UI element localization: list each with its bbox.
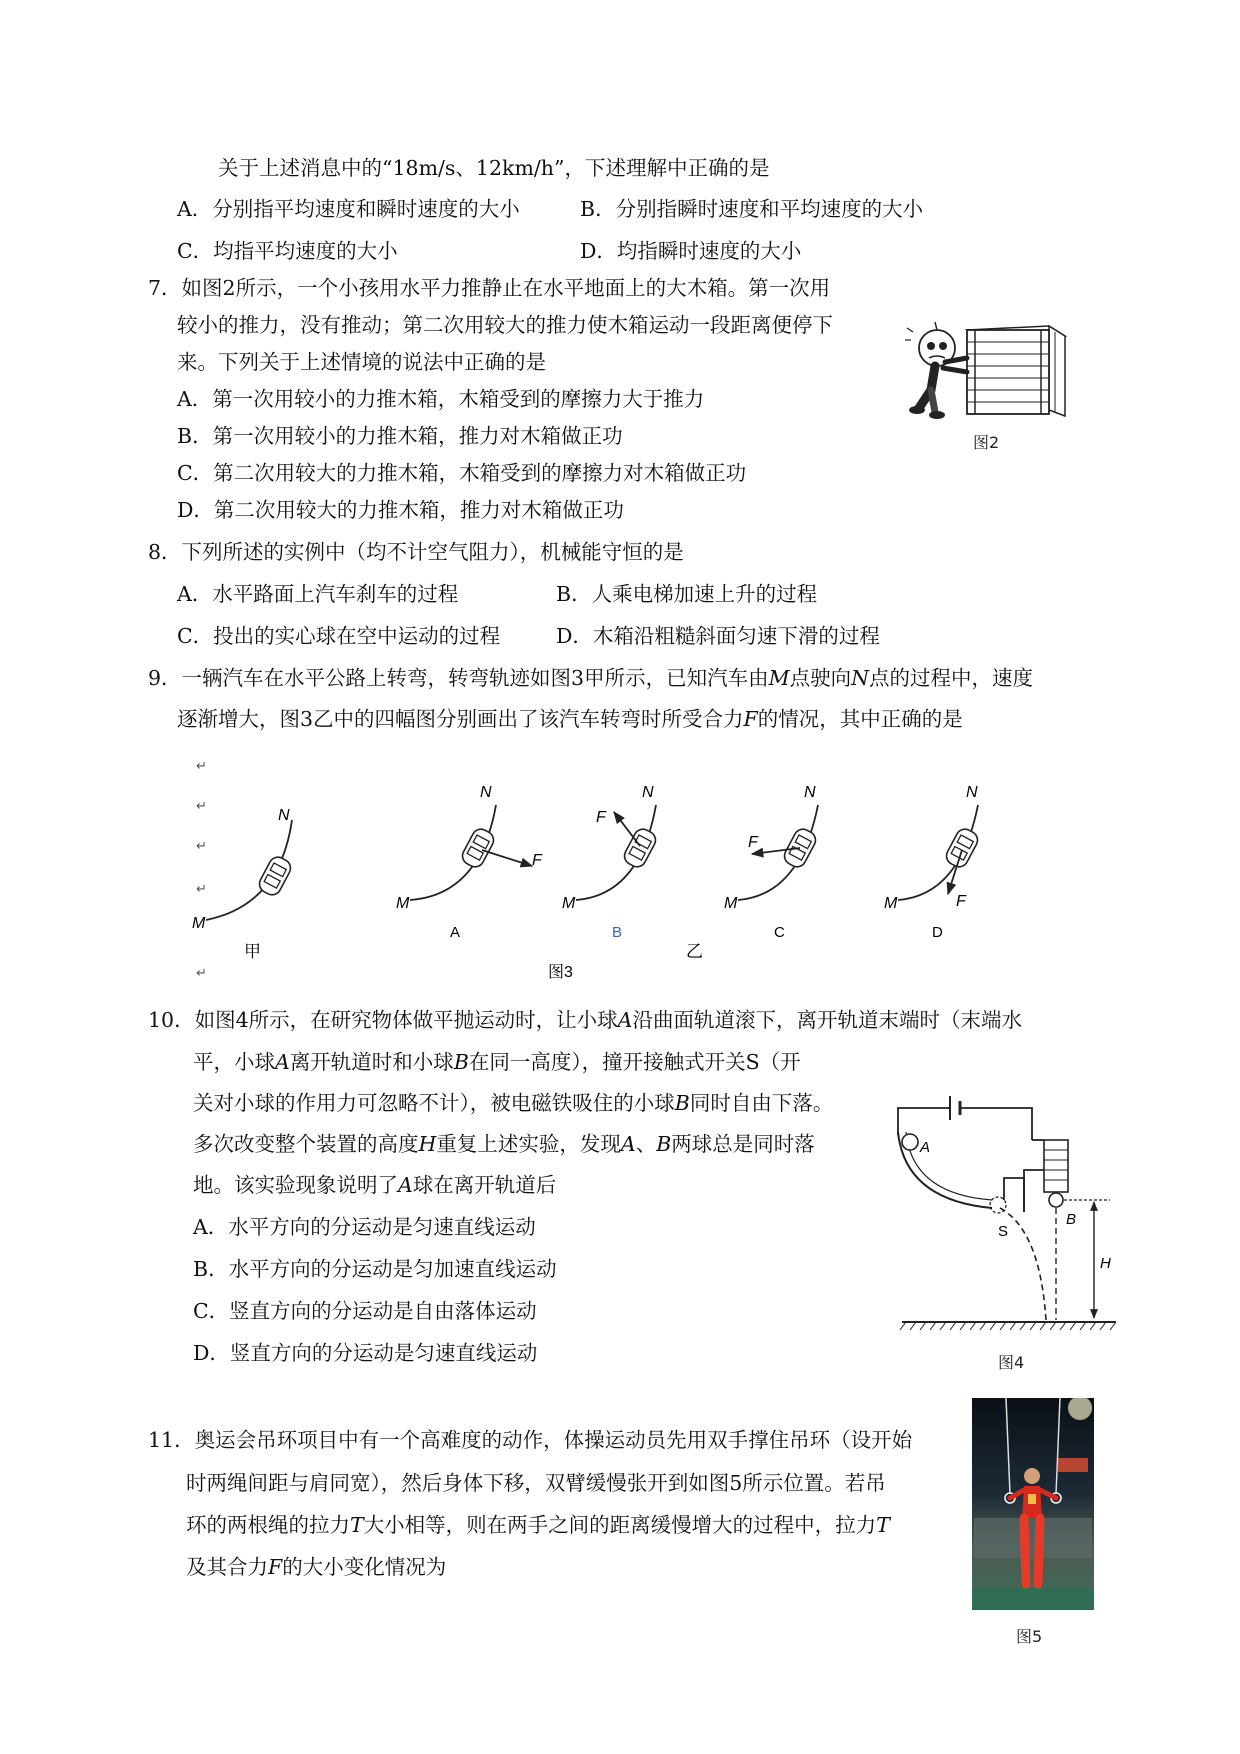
figure-2-caption: 图2 xyxy=(973,433,1000,452)
q11-stem-line1: 11．奥运会吊环项目中有一个高难度的动作，体操运动员先用双手撑住吊环（设开始 xyxy=(148,1428,913,1452)
figure-3-option-b[interactable] xyxy=(562,784,659,941)
q11-stem-line2: 时两绳间距与肩同宽），然后身体下移，双臂缓慢张开到如图5所示位置。若吊 xyxy=(186,1471,886,1495)
svg-text:F: F xyxy=(748,834,758,851)
tension-t: T xyxy=(350,1513,364,1537)
svg-text:M: M xyxy=(562,895,576,912)
q8-option-a[interactable]: A．水平路面上汽车刹车的过程 xyxy=(177,582,459,606)
svg-text:N: N xyxy=(642,784,654,801)
figure-4-caption: 图4 xyxy=(998,1353,1025,1372)
figure-3-option-d[interactable] xyxy=(884,784,981,941)
svg-text:A: A xyxy=(920,1139,931,1156)
q8-option-b[interactable]: B．人乘电梯加速上升的过程 xyxy=(556,582,818,606)
q7-stem-line3: 来。下列关于上述情境的说法中正确的是 xyxy=(177,350,546,374)
q10-stem-line1: 10．如图4所示，在研究物体做平抛运动时，让小球A沿曲面轨道滚下，离开轨道末端时（末端水 xyxy=(148,1008,1022,1032)
figure-5-caption: 图5 xyxy=(1016,1627,1043,1646)
svg-text:N: N xyxy=(480,784,492,801)
svg-text:N: N xyxy=(278,807,290,824)
q10-option-a[interactable]: A．水平方向的分运动是匀速直线运动 xyxy=(193,1215,536,1239)
q10-option-c[interactable]: C．竖直方向的分运动是自由落体运动 xyxy=(193,1299,537,1323)
q11-stem-line4: 及其合力F的大小变化情况为 xyxy=(186,1555,447,1579)
svg-text:C: C xyxy=(774,924,785,941)
q6-option-a[interactable]: A．分别指平均速度和瞬时速度的大小 xyxy=(177,197,520,221)
q11-stem-line3: 环的两根绳的拉力T大小相等，则在两手之间的距离缓慢增大的过程中，拉力T xyxy=(186,1513,890,1537)
q7-option-a[interactable]: A．第一次用较小的力推木箱，木箱受到的摩擦力大于推力 xyxy=(177,387,705,411)
q9-stem-line1: 9．一辆汽车在水平公路上转弯，转弯轨迹如图3甲所示，已知汽车由M点驶向N点的过程中，速度 xyxy=(148,666,1034,690)
svg-text:甲: 甲 xyxy=(244,942,261,962)
q10-option-d[interactable]: D．竖直方向的分运动是匀速直线运动 xyxy=(193,1341,538,1365)
svg-text:B: B xyxy=(1066,1211,1077,1228)
svg-text:F: F xyxy=(532,852,542,869)
q10-stem-line4: 多次改变整个装置的高度H重复上述实验，发现A、B两球总是同时落 xyxy=(193,1132,815,1156)
q9-stem-line2: 逐渐增大，图3乙中的四幅图分别画出了该汽车转弯时所受合力F的情况，其中正确的是 xyxy=(177,707,963,731)
point-n: N xyxy=(851,666,870,690)
q8-stem: 8．下列所述的实例中（均不计空气阻力），机械能守恒的是 xyxy=(148,540,684,564)
svg-text:M: M xyxy=(396,895,410,912)
return-mark: ↵ xyxy=(196,759,207,774)
q6-option-d[interactable]: D．均指瞬时速度的大小 xyxy=(580,239,802,263)
q10-stem-line5: 地。该实验现象说明了A球在离开轨道后 xyxy=(193,1173,557,1197)
figure-3-caption: 图3 xyxy=(548,964,573,981)
figure-3-yi: 乙 xyxy=(686,942,703,962)
q7-stem-line1: 7．如图2所示，一个小孩用水平力推静止在水平地面上的大木箱。第一次用 xyxy=(148,276,831,300)
figure-3-option-c[interactable] xyxy=(724,784,819,941)
q10-stem-line2: 平，小球A离开轨道时和小球B在同一高度），撞开接触式开关S（开 xyxy=(193,1050,801,1074)
return-mark: ↵ xyxy=(196,966,207,981)
ball-b: B xyxy=(453,1050,469,1074)
point-m: M xyxy=(768,666,790,690)
height-h: H xyxy=(418,1132,437,1156)
q6-option-c[interactable]: C．均指平均速度的大小 xyxy=(177,239,398,263)
q8-option-c[interactable]: C．投出的实心球在空中运动的过程 xyxy=(177,624,501,648)
q6-option-b[interactable]: B．分别指瞬时速度和平均速度的大小 xyxy=(580,197,924,221)
q7-option-d[interactable]: D．第二次用较大的力推木箱，推力对木箱做正功 xyxy=(177,498,624,522)
return-mark: ↵ xyxy=(196,882,207,897)
svg-text:F: F xyxy=(596,809,606,826)
svg-text:M: M xyxy=(724,895,738,912)
figure-3-jia xyxy=(192,807,294,962)
svg-text:M: M xyxy=(192,915,206,932)
svg-text:H: H xyxy=(1100,1255,1111,1272)
figure-5-gymnast-photo xyxy=(972,1398,1094,1610)
return-mark: ↵ xyxy=(196,839,207,854)
figure-4-apparatus xyxy=(898,1096,1116,1330)
svg-text:N: N xyxy=(966,784,978,801)
svg-text:N: N xyxy=(804,784,816,801)
q10-stem-line3: 关对小球的作用力可忽略不计），被电磁铁吸住的小球B同时自由下落。 xyxy=(193,1091,834,1115)
q6-stem: 关于上述消息中的“18m/s、12km/h”，下述理解中正确的是 xyxy=(218,156,770,180)
svg-text:S: S xyxy=(998,1223,1009,1240)
force-f: F xyxy=(268,1555,283,1579)
ball-a: A xyxy=(617,1008,633,1032)
svg-text:D: D xyxy=(932,924,943,941)
svg-text:F: F xyxy=(956,893,966,910)
svg-text:A: A xyxy=(450,924,461,941)
q7-option-c[interactable]: C．第二次用较大的力推木箱，木箱受到的摩擦力对木箱做正功 xyxy=(177,461,747,485)
q7-option-b[interactable]: B．第一次用较小的力推木箱，推力对木箱做正功 xyxy=(177,424,623,448)
svg-text:M: M xyxy=(884,895,898,912)
svg-text:B: B xyxy=(612,924,623,941)
q8-option-d[interactable]: D．木箱沿粗糙斜面匀速下滑的过程 xyxy=(556,624,880,648)
q10-option-b[interactable]: B．水平方向的分运动是匀加速直线运动 xyxy=(193,1257,557,1281)
return-mark: ↵ xyxy=(196,799,207,814)
figure-3-option-a[interactable] xyxy=(396,784,543,941)
force-f: F xyxy=(743,707,758,731)
q7-stem-line2: 较小的推力，没有推动；第二次用较大的推力使木箱运动一段距离便停下 xyxy=(177,313,833,337)
